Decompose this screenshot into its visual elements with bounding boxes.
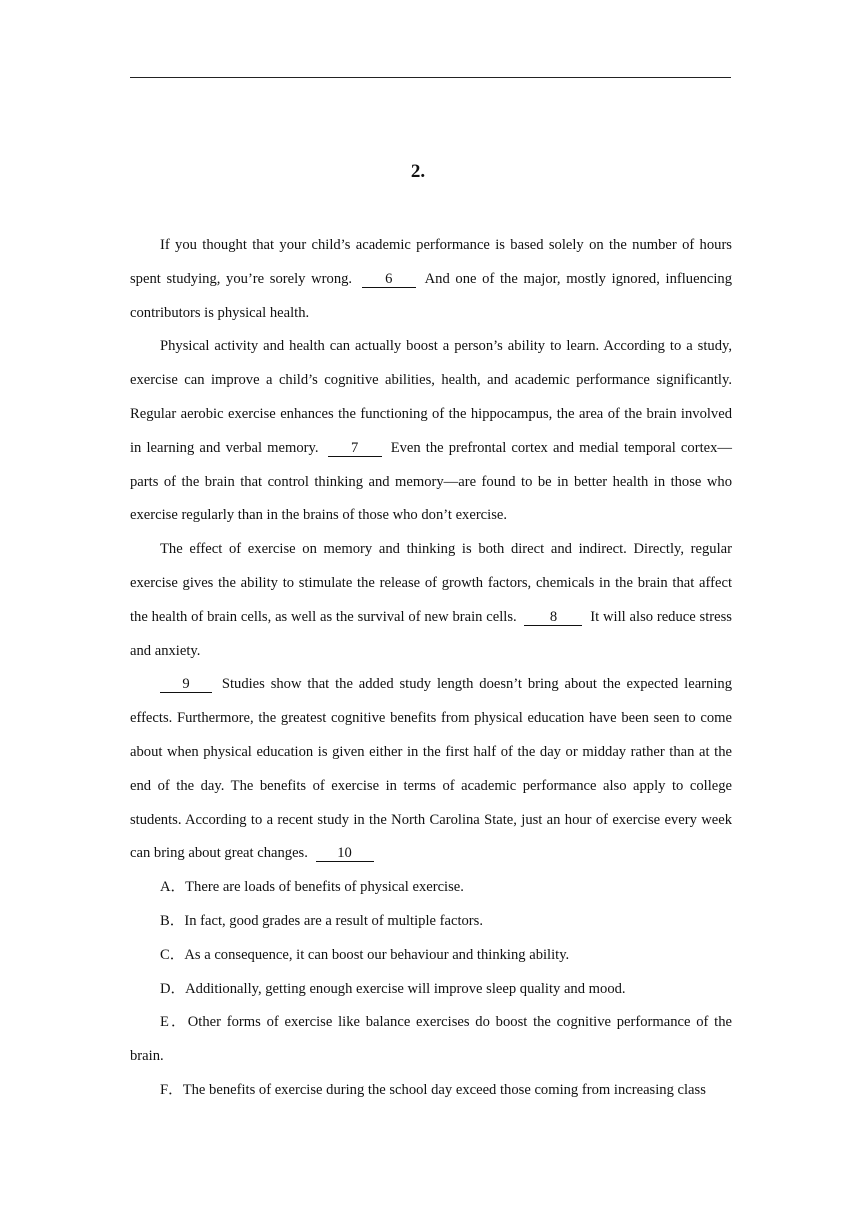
option-d-letter: D． bbox=[160, 980, 186, 997]
blank-9: 9 bbox=[160, 676, 212, 693]
blank-8: 8 bbox=[524, 609, 582, 626]
option-f bbox=[130, 1074, 732, 1108]
paragraph-2 bbox=[130, 330, 732, 533]
option-b-letter: B． bbox=[160, 912, 185, 929]
option-b-text: In fact, good grades are a result of multiple factors. bbox=[184, 912, 483, 929]
option-c bbox=[130, 939, 732, 973]
paragraph-3 bbox=[130, 533, 732, 668]
blank-10: 10 bbox=[316, 845, 374, 862]
option-c-text: As a consequence, it can boost our behaviour and thinking ability. bbox=[184, 946, 570, 963]
option-e bbox=[130, 1006, 732, 1074]
option-d bbox=[130, 973, 732, 1007]
option-e-text: Other forms of exercise like balance exercises do boost the cognitive performance of the brain. bbox=[130, 1014, 733, 1065]
paragraph-2-text-before: Physical activity and health can actually boost a person’s ability to learn. According to a study, exercise can improve a child’s cognitive abilities, health, and academic performance significantly. Regular aerobic exercise enhances the functioning of the hippocampus, the area of the brain involved in learning and verbal memory. bbox=[130, 338, 732, 456]
option-f-letter: F． bbox=[160, 1081, 183, 1098]
blank-6: 6 bbox=[362, 271, 416, 288]
paragraph-1 bbox=[130, 229, 732, 330]
paragraph-1-text-after: And one of the major, mostly ignored, influencing contributors is physical health. bbox=[130, 270, 733, 321]
paragraph-3-text-before: The effect of exercise on memory and thinking is both direct and indirect. Directly, regular exercise gives the ability to stimulate the release of growth factors, chemicals in the brain that affect the health of brain cells, as well as the survival of new brain cells. bbox=[130, 541, 732, 625]
option-a-letter: A． bbox=[160, 879, 186, 896]
option-e-letter: E． bbox=[160, 1014, 188, 1031]
option-b bbox=[130, 905, 732, 939]
header-rule bbox=[130, 77, 731, 78]
option-d-text: Additionally, getting enough exercise will improve sleep quality and mood. bbox=[185, 980, 626, 997]
paragraph-3-text-after: It will also reduce stress and anxiety. bbox=[130, 608, 732, 659]
option-c-letter: C． bbox=[160, 946, 185, 963]
paragraph-1-text-before: If you thought that your child’s academic performance is based solely on the number of hours spent studying, you’re sorely wrong. bbox=[130, 237, 732, 287]
paragraph-4-text: Studies show that the added study length doesn’t bring about the expected learning effects. Furthermore, the greatest cognitive benefits from physical education have been seen to come about when physical education is given either in the first half of the day or midday rather than at the end of the day. The benefits of exercise in terms of academic performance also apply to college students. According to a recent study in the North Carolina State, just an hour of exercise every week can bring about great changes. bbox=[130, 676, 732, 862]
blank-7: 7 bbox=[328, 440, 382, 457]
paragraph-2-text-after: Even the prefrontal cortex and medial temporal cortex—parts of the brain that control thinking and memory—are found to be in better health in those who exercise regularly than in the brains of those who don’t exercise. bbox=[130, 439, 732, 524]
paragraph-4 bbox=[130, 668, 732, 871]
option-a bbox=[130, 871, 732, 905]
section-number: 2. bbox=[410, 161, 426, 182]
option-a-text: There are loads of benefits of physical exercise. bbox=[185, 879, 464, 896]
option-f-text: The benefits of exercise during the school day exceed those coming from increasing class bbox=[182, 1081, 706, 1098]
passage-body bbox=[130, 229, 732, 1108]
